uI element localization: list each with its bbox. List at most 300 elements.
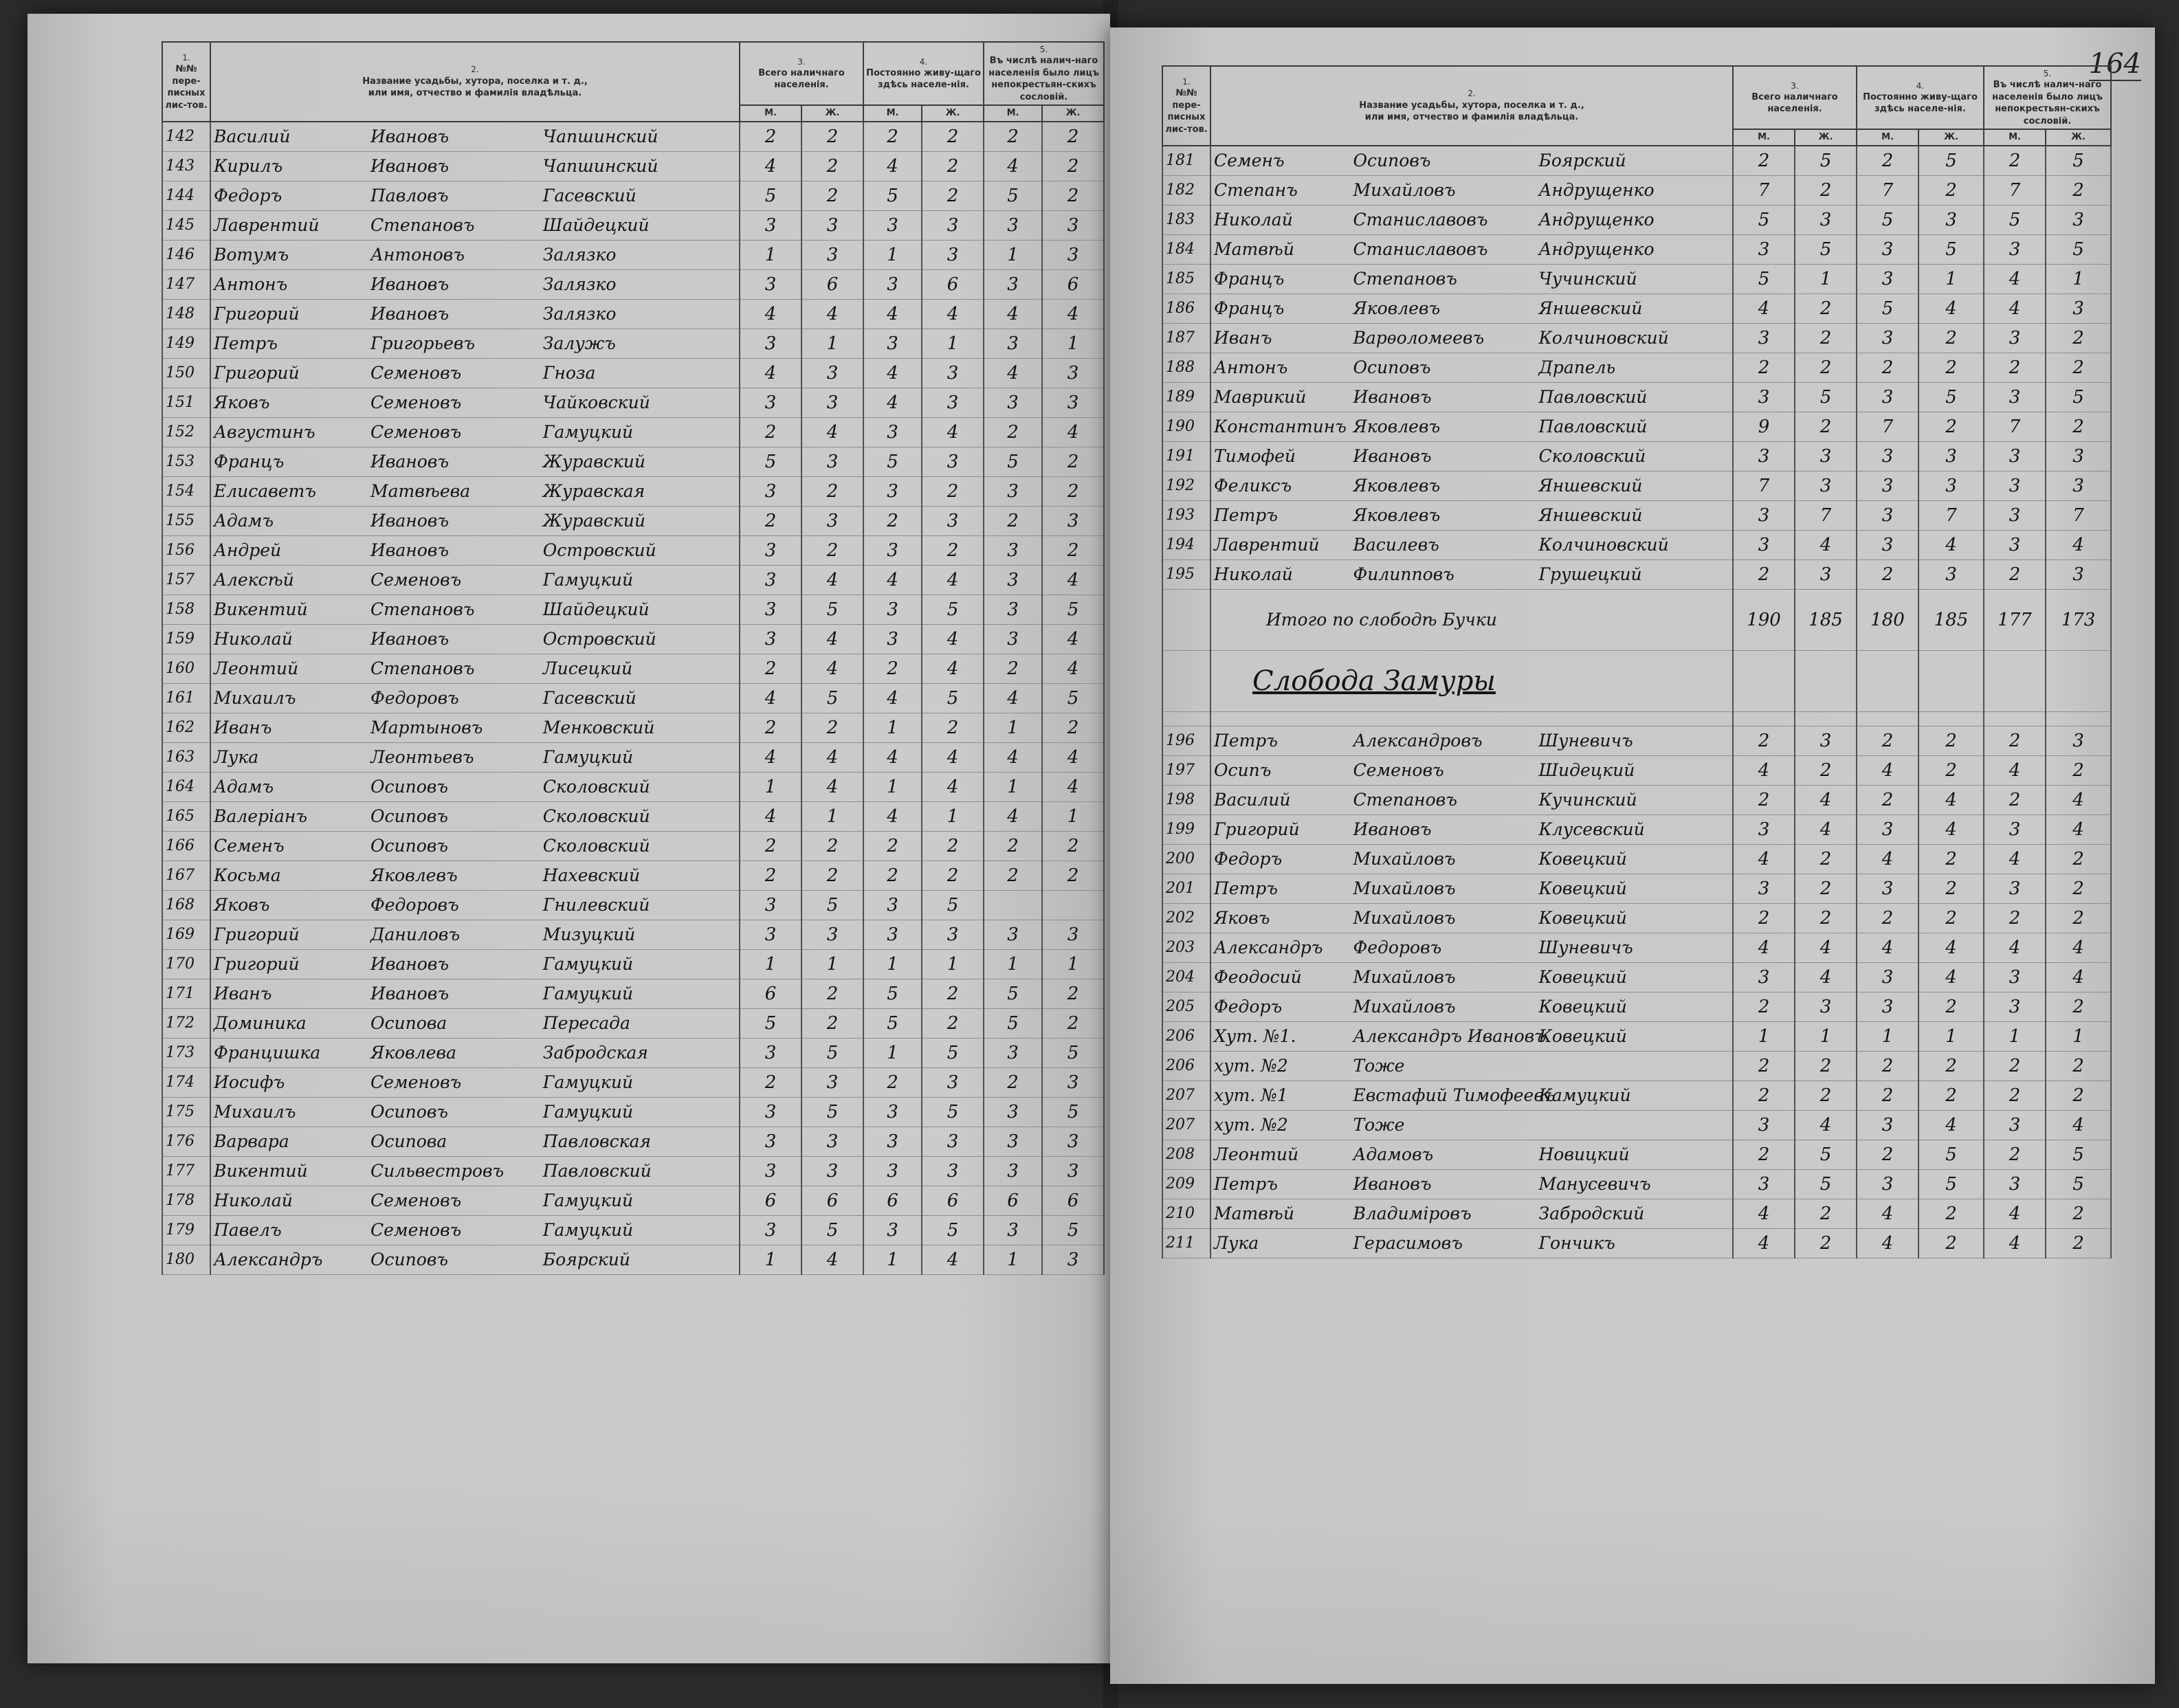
- first-name: Антонъ: [214, 274, 288, 295]
- count-cell: 3: [1984, 530, 2046, 559]
- count-cell: 4: [1984, 1199, 2046, 1228]
- list-number-cell: 162: [162, 713, 210, 742]
- name-cell: [1210, 559, 1733, 589]
- first-name: Лаврентий: [1214, 535, 1320, 555]
- list-number-cell: 164: [162, 772, 210, 801]
- first-name: Викентий: [214, 1161, 308, 1182]
- blank-cell: [1918, 711, 1984, 726]
- table-row: [162, 1067, 1104, 1097]
- count-cell: 3: [1918, 559, 1984, 589]
- patronymic: Семеновъ: [370, 363, 462, 384]
- patronymic: Яковлевъ: [370, 865, 458, 886]
- count-cell: 4: [1733, 844, 1795, 874]
- first-name: Валеріанъ: [214, 806, 308, 827]
- count-cell: 2: [801, 1008, 863, 1038]
- count-cell: 4: [801, 742, 863, 772]
- table-row: [1162, 500, 2111, 530]
- count-cell: 4: [2046, 933, 2111, 962]
- name-cell: [210, 122, 740, 152]
- count-cell: 4: [1857, 933, 1918, 962]
- patronymic: Семеновъ: [370, 1220, 462, 1241]
- list-number-cell: 142: [162, 122, 210, 152]
- count-cell: 2: [1918, 175, 1984, 205]
- count-cell: 1: [984, 713, 1042, 742]
- count-cell: 5: [1042, 595, 1104, 624]
- name-cell: [1210, 1110, 1733, 1140]
- surname: Клусевский: [1538, 819, 1645, 840]
- first-name: Григорий: [214, 924, 300, 945]
- list-number-cell: 192: [1162, 471, 1210, 500]
- count-cell: 3: [863, 269, 922, 299]
- count-cell: 3: [740, 920, 801, 949]
- name-cell: [1210, 175, 1733, 205]
- count-cell: 7: [1733, 175, 1795, 205]
- first-name: Петръ: [1214, 505, 1278, 526]
- count-cell: 7: [1984, 175, 2046, 205]
- table-row: [1162, 530, 2111, 559]
- count-cell: 2: [863, 654, 922, 683]
- count-cell: 3: [922, 1067, 984, 1097]
- blank-cell: [1162, 711, 1210, 726]
- list-number-cell: 198: [1162, 785, 1210, 814]
- list-number-cell: 155: [162, 506, 210, 535]
- count-cell: 2: [1795, 844, 1857, 874]
- table-row: [162, 742, 1104, 772]
- count-cell: 2: [984, 831, 1042, 861]
- surname: Ковецкий: [1538, 849, 1627, 869]
- first-name: Александръ: [214, 1250, 323, 1270]
- count-cell: 3: [922, 240, 984, 269]
- list-number-cell: 194: [1162, 530, 1210, 559]
- count-cell: 5: [922, 595, 984, 624]
- patronymic: Ивановъ: [370, 274, 449, 295]
- list-number-cell: 208: [1162, 1140, 1210, 1169]
- count-cell: 2: [1857, 903, 1918, 933]
- count-cell: 1: [801, 801, 863, 831]
- name-cell: [210, 742, 740, 772]
- count-cell: 3: [863, 210, 922, 240]
- name-cell: [210, 861, 740, 890]
- surname: Сколовский: [542, 836, 650, 856]
- count-cell: 2: [863, 122, 922, 152]
- count-cell: 3: [1857, 264, 1918, 293]
- table-row: [162, 1127, 1104, 1156]
- surname: Сколовский: [542, 806, 650, 827]
- count-cell: 1: [1795, 264, 1857, 293]
- patronymic: Герасимовъ: [1353, 1233, 1463, 1254]
- count-cell: 7: [1918, 500, 1984, 530]
- count-cell: [1042, 890, 1104, 920]
- count-cell: 4: [1857, 1199, 1918, 1228]
- name-cell: [210, 329, 740, 358]
- name-cell: [1210, 1080, 1733, 1110]
- list-number-cell: 147: [162, 269, 210, 299]
- count-cell: 2: [1857, 559, 1918, 589]
- first-name: Маврикий: [1214, 387, 1307, 408]
- count-cell: 4: [1984, 844, 2046, 874]
- list-number-cell: 207: [1162, 1110, 1210, 1140]
- count-cell: 2: [1733, 353, 1795, 382]
- table-row: [1162, 962, 2111, 992]
- list-number-cell: 191: [1162, 441, 1210, 471]
- count-cell: 6: [984, 1186, 1042, 1215]
- list-number-cell: 180: [162, 1245, 210, 1274]
- table-row: [1162, 146, 2111, 176]
- count-cell: 4: [801, 299, 863, 329]
- count-cell: 2: [1984, 353, 2046, 382]
- count-cell: 5: [2046, 234, 2111, 264]
- list-number-cell: 193: [1162, 500, 1210, 530]
- count-cell: 2: [922, 861, 984, 890]
- name-cell: [1210, 962, 1733, 992]
- count-cell: 4: [1042, 742, 1104, 772]
- count-cell: 4: [922, 624, 984, 654]
- surname: Залужъ: [542, 333, 616, 354]
- count-cell: 4: [2046, 1110, 2111, 1140]
- count-cell: 1: [984, 240, 1042, 269]
- name-cell: [210, 949, 740, 979]
- count-cell: 3: [922, 1127, 984, 1156]
- table-row: [1162, 264, 2111, 293]
- surname: Гнилевский: [542, 895, 650, 916]
- count-cell: 5: [1795, 1140, 1857, 1169]
- table-row: [1162, 1199, 2111, 1228]
- name-cell: [1210, 353, 1733, 382]
- name-cell: [210, 979, 740, 1008]
- list-number-cell: 177: [162, 1156, 210, 1186]
- count-cell: 4: [1733, 933, 1795, 962]
- count-cell: 3: [740, 565, 801, 595]
- list-number-cell: 211: [1162, 1228, 1210, 1258]
- list-number-cell: 179: [162, 1215, 210, 1245]
- first-name: Косьма: [214, 865, 281, 886]
- count-cell: 2: [1042, 535, 1104, 565]
- count-cell: 2: [1795, 293, 1857, 323]
- count-cell: 5: [1795, 234, 1857, 264]
- surname: Павловская: [542, 1131, 651, 1152]
- count-cell: 3: [1733, 814, 1795, 844]
- blank-cell: [2046, 711, 2111, 726]
- count-cell: 3: [1857, 814, 1918, 844]
- count-cell: 2: [1733, 992, 1795, 1021]
- first-name: Варвара: [214, 1131, 289, 1152]
- count-cell: 2: [2046, 874, 2111, 903]
- count-cell: 2: [1733, 726, 1795, 755]
- patronymic: Михайловъ: [1353, 180, 1456, 201]
- table-row: [1162, 293, 2111, 323]
- count-cell: 3: [740, 1127, 801, 1156]
- total-cell: 180: [1857, 589, 1918, 650]
- name-cell: [210, 713, 740, 742]
- count-cell: 3: [984, 210, 1042, 240]
- list-number-cell: 200: [1162, 844, 1210, 874]
- list-number-cell: 152: [162, 417, 210, 447]
- count-cell: 2: [1733, 1140, 1795, 1169]
- count-cell: 4: [922, 772, 984, 801]
- surname: Андрущенко: [1538, 180, 1655, 201]
- count-cell: 2: [740, 417, 801, 447]
- count-cell: 4: [922, 417, 984, 447]
- table-row: [162, 535, 1104, 565]
- count-cell: 2: [1984, 726, 2046, 755]
- first-name: Григорий: [1214, 819, 1300, 840]
- count-cell: 2: [1795, 755, 1857, 785]
- count-cell: 6: [1042, 1186, 1104, 1215]
- count-cell: 5: [1795, 382, 1857, 412]
- count-cell: 3: [1857, 323, 1918, 353]
- list-number-cell: 143: [162, 151, 210, 181]
- surname: Журавский: [542, 511, 645, 531]
- table-row: [162, 299, 1104, 329]
- patronymic: Ивановъ: [1353, 446, 1432, 467]
- count-cell: 3: [863, 624, 922, 654]
- count-cell: 2: [1918, 1228, 1984, 1258]
- table-row: [162, 565, 1104, 595]
- count-cell: 4: [863, 151, 922, 181]
- header-non-peasant: 5. Въ числѣ налич-наго населенія было лицъ непокрестьян-скихъ сословій.: [984, 42, 1104, 105]
- header-m: М.: [1857, 129, 1918, 146]
- count-cell: 4: [740, 358, 801, 388]
- count-cell: 2: [1857, 146, 1918, 176]
- count-cell: 3: [1733, 962, 1795, 992]
- surname: Яншевский: [1538, 476, 1643, 496]
- list-number-cell: 166: [162, 831, 210, 861]
- count-cell: 3: [1857, 992, 1918, 1021]
- first-name: Федоръ: [214, 186, 283, 206]
- count-cell: 4: [1795, 962, 1857, 992]
- count-cell: 2: [863, 1067, 922, 1097]
- register-table-left: [162, 41, 1105, 1275]
- first-name: Павелъ: [214, 1220, 282, 1241]
- table-row: [1162, 205, 2111, 234]
- total-cell: 177: [1984, 589, 2046, 650]
- total-cell: 185: [1918, 589, 1984, 650]
- first-name: Доминика: [214, 1013, 307, 1034]
- count-cell: 3: [740, 210, 801, 240]
- count-cell: 2: [922, 181, 984, 210]
- count-cell: 5: [922, 1038, 984, 1067]
- table-row: [1162, 1021, 2111, 1051]
- count-cell: 4: [1984, 264, 2046, 293]
- count-cell: 2: [740, 713, 801, 742]
- list-number-cell: 185: [1162, 264, 1210, 293]
- count-cell: 3: [1918, 471, 1984, 500]
- first-name: Василий: [214, 126, 291, 147]
- surname: Павловский: [1538, 417, 1648, 437]
- count-cell: 3: [801, 388, 863, 417]
- patronymic: Варѳоломеевъ: [1353, 328, 1485, 348]
- name-cell: [210, 1038, 740, 1067]
- table-row: [162, 1245, 1104, 1274]
- count-cell: 4: [1984, 933, 2046, 962]
- count-cell: 4: [922, 654, 984, 683]
- surname: Гасевский: [542, 688, 637, 709]
- surname: Сколовский: [542, 777, 650, 797]
- table-row: [1162, 323, 2111, 353]
- list-number-cell: 210: [1162, 1199, 1210, 1228]
- name-cell: [210, 1067, 740, 1097]
- count-cell: 5: [1918, 1140, 1984, 1169]
- table-row: [162, 269, 1104, 299]
- count-cell: 2: [1795, 1051, 1857, 1080]
- count-cell: 1: [1042, 949, 1104, 979]
- name-cell: [210, 1008, 740, 1038]
- count-cell: 3: [1857, 962, 1918, 992]
- count-cell: 3: [922, 358, 984, 388]
- first-name: Михаилъ: [214, 1102, 296, 1122]
- count-cell: 2: [1918, 323, 1984, 353]
- count-cell: 4: [863, 565, 922, 595]
- first-name: Николай: [214, 1190, 293, 1211]
- first-name: хут. №2: [1214, 1056, 1288, 1076]
- count-cell: 3: [740, 1038, 801, 1067]
- count-cell: 3: [1984, 382, 2046, 412]
- count-cell: 2: [2046, 1051, 2111, 1080]
- list-number-cell: 187: [1162, 323, 1210, 353]
- first-name: Елисаветъ: [214, 481, 316, 502]
- header-list-number: 1. №№ пере-писных лис-тов.: [162, 42, 210, 122]
- count-cell: 4: [1984, 755, 2046, 785]
- count-cell: 5: [1733, 264, 1795, 293]
- patronymic: Семеновъ: [370, 1072, 462, 1093]
- table-row: [162, 654, 1104, 683]
- surname: Сколовский: [1538, 446, 1646, 467]
- first-name: Кирилъ: [214, 156, 283, 177]
- count-cell: 2: [863, 831, 922, 861]
- count-cell: 3: [801, 358, 863, 388]
- count-cell: 5: [801, 890, 863, 920]
- table-row: [162, 388, 1104, 417]
- count-cell: 3: [863, 1215, 922, 1245]
- count-cell: 2: [922, 713, 984, 742]
- first-name: Антонъ: [1214, 357, 1288, 378]
- list-number-cell: 184: [1162, 234, 1210, 264]
- header-non-peasant: 5. Въ числѣ налич-наго населенія было лицъ непокрестьян-скихъ сословій.: [1984, 66, 2111, 129]
- patronymic: Осиповъ: [370, 777, 448, 797]
- count-cell: 5: [922, 890, 984, 920]
- table-row: [1162, 726, 2111, 755]
- patronymic: Ивановъ: [370, 954, 449, 975]
- name-cell: [210, 801, 740, 831]
- count-cell: 2: [2046, 175, 2111, 205]
- list-number-cell: 209: [1162, 1169, 1210, 1199]
- surname: Забродская: [542, 1043, 648, 1063]
- table-row: [162, 920, 1104, 949]
- patronymic: Ивановъ: [370, 304, 449, 324]
- count-cell: 2: [1042, 447, 1104, 476]
- count-cell: 3: [801, 1156, 863, 1186]
- list-number-cell: 206: [1162, 1051, 1210, 1080]
- count-cell: 3: [1733, 530, 1795, 559]
- first-name: Лаврентий: [214, 215, 320, 236]
- count-cell: 2: [984, 417, 1042, 447]
- count-cell: 2: [984, 654, 1042, 683]
- count-cell: 4: [1795, 785, 1857, 814]
- count-cell: 3: [801, 447, 863, 476]
- patronymic: Ивановъ: [370, 156, 449, 177]
- list-number-cell: 176: [162, 1127, 210, 1156]
- first-name: Алексѣй: [214, 570, 294, 590]
- patronymic: Леонтьевъ: [370, 747, 474, 768]
- total-cell: 190: [1733, 589, 1795, 650]
- count-cell: 3: [984, 1038, 1042, 1067]
- list-number-cell: 190: [1162, 412, 1210, 441]
- count-cell: 4: [2046, 814, 2111, 844]
- list-number-cell: 195: [1162, 559, 1210, 589]
- count-cell: 5: [863, 181, 922, 210]
- list-number-cell: 201: [1162, 874, 1210, 903]
- right-page: [1110, 27, 2155, 1684]
- name-cell: [210, 1245, 740, 1274]
- count-cell: 3: [1857, 500, 1918, 530]
- count-cell: 2: [1733, 903, 1795, 933]
- list-number-cell: 203: [1162, 933, 1210, 962]
- count-cell: 3: [1733, 441, 1795, 471]
- count-cell: 1: [863, 240, 922, 269]
- count-cell: 5: [984, 447, 1042, 476]
- table-row: [162, 181, 1104, 210]
- count-cell: 5: [863, 1008, 922, 1038]
- table-row: [1162, 1080, 2111, 1110]
- count-cell: 2: [922, 122, 984, 152]
- surname: Гамуцкий: [542, 1220, 634, 1241]
- count-cell: 5: [922, 1097, 984, 1127]
- count-cell: 7: [1857, 175, 1918, 205]
- count-cell: 2: [2046, 1199, 2111, 1228]
- list-number-cell: 182: [1162, 175, 1210, 205]
- surname: Павловский: [542, 1161, 652, 1182]
- count-cell: 6: [801, 1186, 863, 1215]
- patronymic: Павловъ: [370, 186, 449, 206]
- table-row: [1162, 382, 2111, 412]
- patronymic: Ивановъ: [1353, 1174, 1432, 1195]
- count-cell: 3: [922, 1156, 984, 1186]
- patronymic: Ивановъ: [370, 511, 449, 531]
- count-cell: 4: [1918, 962, 1984, 992]
- page-number: 164: [2088, 48, 2141, 80]
- surname: Ковецкий: [1538, 1026, 1627, 1047]
- name-cell: [210, 151, 740, 181]
- first-name: Степанъ: [1214, 180, 1298, 201]
- name-cell: [210, 417, 740, 447]
- count-cell: 2: [1042, 861, 1104, 890]
- count-cell: 4: [1918, 293, 1984, 323]
- count-cell: 4: [922, 1245, 984, 1274]
- list-number-cell: 154: [162, 476, 210, 506]
- name-cell: [210, 595, 740, 624]
- count-cell: 2: [922, 535, 984, 565]
- surname: Андрущенко: [1538, 210, 1655, 230]
- name-cell: [1210, 293, 1733, 323]
- count-cell: 3: [801, 210, 863, 240]
- first-name: Григорий: [214, 954, 300, 975]
- count-cell: 2: [2046, 353, 2111, 382]
- count-cell: 5: [1918, 1169, 1984, 1199]
- count-cell: 2: [801, 122, 863, 152]
- surname: Кучинский: [1538, 790, 1637, 810]
- patronymic: Осипова: [370, 1131, 447, 1152]
- count-cell: 3: [984, 535, 1042, 565]
- count-cell: 2: [1984, 1080, 2046, 1110]
- patronymic: Ивановъ: [1353, 387, 1432, 408]
- table-row: [1162, 755, 2111, 785]
- count-cell: 3: [1984, 471, 2046, 500]
- surname: Журавский: [542, 452, 645, 472]
- list-number-cell: 156: [162, 535, 210, 565]
- count-cell: 3: [740, 1156, 801, 1186]
- patronymic: Осипова: [370, 1013, 447, 1034]
- surname: Гамуцкий: [542, 1190, 634, 1211]
